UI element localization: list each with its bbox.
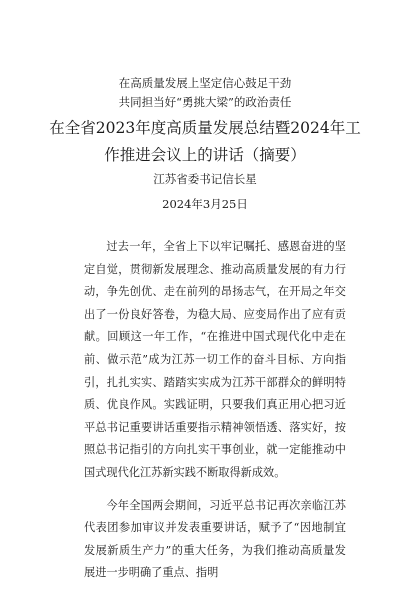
subtitle-line-1: 在高质量发展上坚定信心鼓足干劲: [118, 76, 292, 90]
paragraph-2: 今年全国两会期间，习近平总书记再次亲临江苏代表团参加审议并发表重要讲话，赋予了“因地制宜发展新质生产力”的重大任务，为我们推动高质量发展进一步明确了重点、指明: [84, 498, 346, 580]
author-line: 江苏省委书记信长星: [153, 172, 257, 186]
title-line-2: 作推进会议上的讲话（摘要）: [104, 146, 306, 164]
date-line: 2024年3月25日: [162, 197, 248, 211]
paragraph-1: 过去一年，全省上下以牢记嘱托、感恩奋进的坚定自觉，贯彻新发展理念、推动高质量发展的有力行动，争先创优、走在前列的昂扬志气，在开局之年交出了一份良好答卷，为稳大局、应变局作出了应有贡献。回顾这一年工作，“在推进中国式现代化中走在前、做示范”成为江苏一切工作的奋斗目标、方向指引，扎扎实实、踏踏实实成为江苏干部群众的鲜明特质、优良作风。实践证明，只要我们真正用心把习近平总书记重要讲话重要指示精神领悟透、落实好，按照总书记指引的方向扎实干事创业，就一定能推动中国式现代化江苏新实践不断取得新成效。: [84, 240, 346, 479]
document-header: [0, 74, 410, 214]
title-line-1: 在全省2023年度高质量发展总结暨2024年工: [49, 119, 361, 137]
document-body: [84, 236, 346, 595]
subtitle-line-2: 共同担当好“勇挑大梁”的政治责任: [118, 95, 292, 109]
